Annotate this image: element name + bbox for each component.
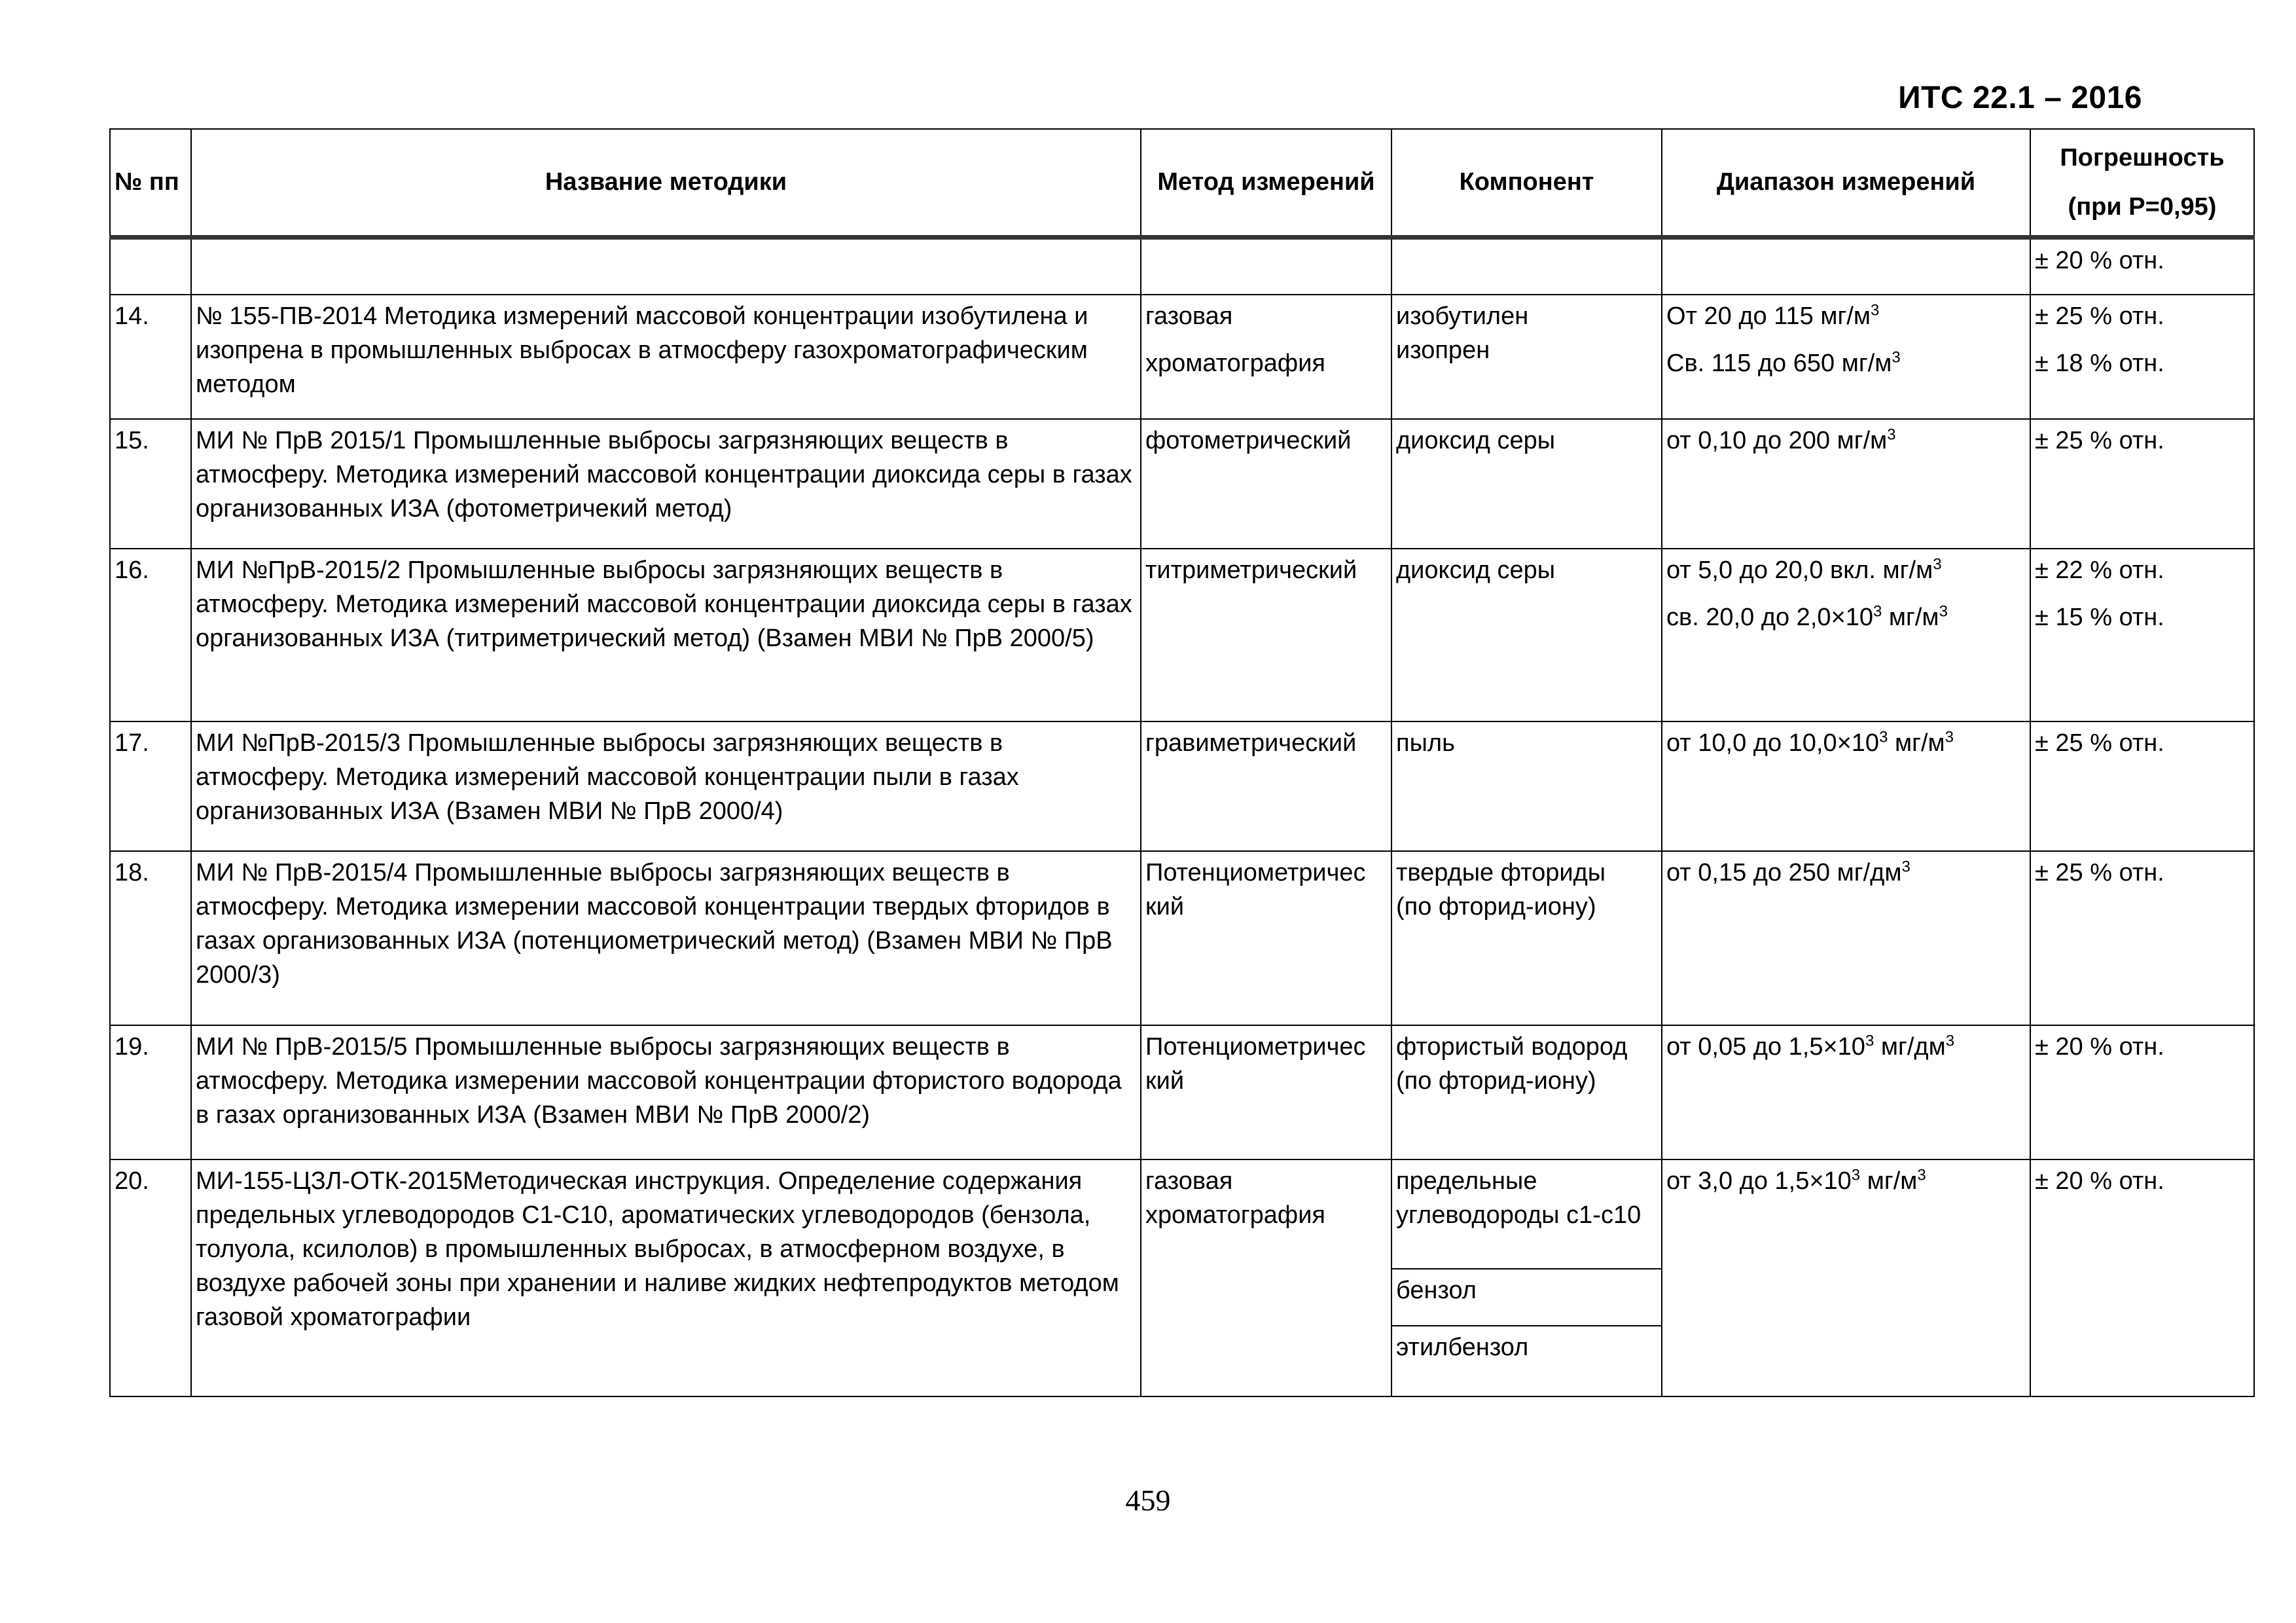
component-subcell: этилбензол: [1396, 1333, 1529, 1361]
row-name: МИ-155-ЦЗЛ-ОТК-2015Методическая инструкция. Определение содержания предельных углеводородов С1-С10, ароматических углеводородов (бензола, толуола, ксилолов) в промышленных выбросах, в атмосферном воздухе, в воздухе рабочей зоны при хранении и наливе жидких нефтепродуктов методом газовой хроматографии: [191, 1159, 1141, 1396]
table-row: [110, 1159, 2254, 1396]
component-line: (по фторид-иону): [1396, 1067, 1596, 1095]
range-line: Св. 115 до 650 $мг/м^3$: [1666, 348, 1901, 377]
row-no: 15.: [110, 419, 191, 549]
row-method: [1141, 295, 1391, 419]
row-component: пыль: [1391, 721, 1662, 851]
row-name: МИ № ПрВ-2015/4 Промышленные выбросы загрязняющих веществ в атмосферу. Методика измерении массовой концентрации твердых фторидов в газах организованных ИЗА (потенциометрический метод) (Взамен МВИ № ПрВ 2000/3): [191, 851, 1141, 1025]
table-row: [110, 851, 2254, 1025]
row-method: гравиметрический: [1141, 721, 1391, 851]
range-line: св. 20,0 до $2,0\times 10^3$ $мг/м^3$: [1666, 602, 1948, 631]
method-line: хроматография: [1145, 349, 1325, 377]
table-row: [110, 295, 2254, 419]
col-header-name: Название методики: [191, 129, 1141, 238]
row-error: ± 25 % отн.: [2030, 851, 2254, 1025]
col-header-range: Диапазон измерений: [1662, 129, 2030, 238]
row-method: [1141, 238, 1391, 295]
document-code: ИТС 22.1 – 2016: [1898, 81, 2142, 115]
row-no: 19.: [110, 1025, 191, 1159]
method-line: газовая: [1145, 302, 1233, 330]
row-range: от 10,0 до $10,0\times 10^3$ $мг/м^3$: [1662, 721, 2030, 851]
col-header-error: [2030, 129, 2254, 238]
component-subcell: предельные углеводороды с1-с10: [1392, 1160, 1661, 1269]
method-line: Потенциометричес: [1145, 1032, 1366, 1061]
col-header-no: № пп: [110, 129, 191, 238]
method-line: хроматография: [1145, 1201, 1325, 1229]
row-method: титриметрический: [1141, 549, 1391, 721]
col-header-component: Компонент: [1391, 129, 1662, 238]
row-no: 18.: [110, 851, 191, 1025]
method-line: газовая: [1145, 1167, 1233, 1195]
method-line: кий: [1145, 892, 1185, 921]
error-line: ± 15 % отн.: [2035, 603, 2164, 631]
row-name: МИ №ПрВ-2015/3 Промышленные выбросы загрязняющих веществ в атмосферу. Методика измерений массовой концентрации пыли в газах организованных ИЗА (Взамен МВИ № ПрВ 2000/4): [191, 721, 1141, 851]
range-line: От 20 до 115 $мг/м^3$: [1666, 301, 1880, 330]
row-no: 14.: [110, 295, 191, 419]
row-method: [1141, 851, 1391, 1025]
row-error: ± 20 % отн.: [2030, 1159, 2254, 1396]
component-subcell: бензол: [1392, 1269, 1661, 1326]
row-no: 20.: [110, 1159, 191, 1396]
methods-table: [109, 128, 2255, 1397]
component-line: изобутилен: [1396, 302, 1529, 330]
table-row: [110, 1025, 2254, 1159]
row-range: [1662, 549, 2030, 721]
row-component: [1391, 238, 1662, 295]
row-method: фотометрический: [1141, 419, 1391, 549]
error-line: ± 22 % отн.: [2035, 556, 2164, 584]
row-error: ± 20 % отн.: [2030, 1025, 2254, 1159]
component-line: изопрен: [1396, 336, 1490, 364]
row-component: диоксид серы: [1391, 419, 1662, 549]
method-line: кий: [1145, 1067, 1185, 1095]
col-header-error-title: Погрешность: [2060, 144, 2225, 172]
table-row: [110, 549, 2254, 721]
row-component: [1391, 851, 1662, 1025]
row-component: [1391, 295, 1662, 419]
row-range: от 0,05 до $1,5\times 10^3$ $мг/дм^3$: [1662, 1025, 2030, 1159]
row-range: [1662, 238, 2030, 295]
row-method: [1141, 1159, 1391, 1396]
row-error: ± 25 % отн.: [2030, 721, 2254, 851]
component-line: твердые фториды: [1396, 858, 1606, 886]
error-line: ± 18 % отн.: [2035, 349, 2164, 377]
row-error: ± 20 % отн.: [2030, 238, 2254, 295]
row-name: [191, 238, 1141, 295]
row-error: ± 25 % отн.: [2030, 419, 2254, 549]
row-component: диоксид серы: [1391, 549, 1662, 721]
row-component: [1391, 1159, 1662, 1396]
row-component: [1391, 1025, 1662, 1159]
row-name: МИ № ПрВ-2015/5 Промышленные выбросы загрязняющих веществ в атмосферу. Методика измерении массовой концентрации фтористого водорода в газах организованных ИЗА (Взамен МВИ № ПрВ 2000/2): [191, 1025, 1141, 1159]
row-name: МИ № ПрВ 2015/1 Промышленные выбросы загрязняющих веществ в атмосферу. Методика измерений массовой концентрации диоксида серы в газах организованных ИЗА (фотометричекий метод): [191, 419, 1141, 549]
table-header-row: [110, 129, 2254, 238]
error-line: ± 25 % отн.: [2035, 302, 2164, 330]
component-line: (по фторид-иону): [1396, 892, 1596, 921]
table-row: [110, 721, 2254, 851]
row-range: [1662, 295, 2030, 419]
row-name: № 155-ПВ-2014 Методика измерений массовой концентрации изобутилена и изопрена в промышленных выбросах в атмосферу газохроматографическим методом: [191, 295, 1141, 419]
col-header-method: Метод измерений: [1141, 129, 1391, 238]
component-line: фтористый водород: [1396, 1032, 1628, 1061]
col-header-error-condition: (при Р=0,95): [2068, 192, 2217, 221]
row-no: 16.: [110, 549, 191, 721]
row-error: [2030, 295, 2254, 419]
row-error: [2030, 549, 2254, 721]
method-line: Потенциометричес: [1145, 858, 1366, 886]
table-row: [110, 419, 2254, 549]
row-range: от 0,15 до 250 $мг/дм^3$: [1662, 851, 2030, 1025]
page-number: 459: [1125, 1484, 1171, 1517]
row-no: 17.: [110, 721, 191, 851]
table-row: [110, 238, 2254, 295]
row-range: от 3,0 до $1,5\times 10^3$ $мг/м^3$: [1662, 1159, 2030, 1396]
row-name: МИ №ПрВ-2015/2 Промышленные выбросы загрязняющих веществ в атмосферу. Методика измерений массовой концентрации диоксида серы в газах организованных ИЗА (титриметрический метод) (Взамен МВИ № ПрВ 2000/5): [191, 549, 1141, 721]
range-line: от 5,0 до 20,0 вкл. $мг/м^3$: [1666, 555, 1942, 584]
row-method: [1141, 1025, 1391, 1159]
row-range: от 0,10 до 200 $мг/м^3$: [1662, 419, 2030, 549]
row-no: [110, 238, 191, 295]
